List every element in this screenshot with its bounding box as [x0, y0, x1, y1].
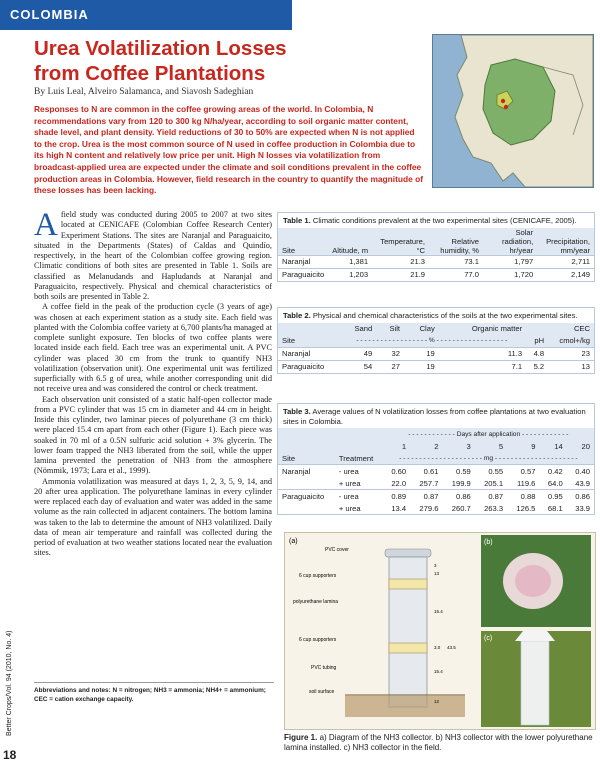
label-pvc-tubing: PVC tubing — [311, 665, 337, 671]
colombia-map-graphic — [433, 35, 593, 187]
table-3-caption: Table 3. Average values of N volatilization losses from coffee plantations at two evaluation sites in Colombia. — [283, 407, 586, 426]
table-3-grid: - - - - - - - - - - - - Days after application - - - - - - - - - - - - 1 2 3 5 9 14 20 Site Treatment - - - - - - - - - - - - - - - - - - - - - mg - - - - - - - - - - - - - - - - - - - - - Naranjal - urea 0.60 0.61 0.59 0.55 0.57 0.42 0.40 + urea 22.0 257.7 199.9 205.1 119.6 64.0 43.9 Paraguaicito - urea 0.89 0.87 0.86 0.87 0.88 0.95 0.86 + urea 13.4 279.6 260.7 263.3 126.5 68.1 33.9 — [278, 428, 594, 514]
table-header: Site — [278, 335, 338, 348]
units-row: - - - - - - - - - - - - - - - - - - % - - - - - - - - - - - - - - - - - - — [338, 335, 527, 348]
abstract: Responses to N are common in the coffee growing areas of the world. In Colombia, N recommendations vary from 120 to 300 kg N/ha/year, according to soil organic matter content, shade level, and plant density. Yield reductions of 30 to 50% are expected when N is not applied to the crop. Urea is the most common source of N used in coffee production in Colombia due to its high N content and relatively low price per unit. High N losses via volatilization from broadcast-applied urea are expected under the climate and soil conditions prevalent in the coffee production areas in Colombia. However, field research in the country to quantify the magnitude of these losses has been lacking. — [34, 104, 424, 196]
days-header: - - - - - - - - - - - - Days after application - - - - - - - - - - - - — [408, 430, 569, 438]
paragraph-1: Afield study was conducted during 2005 to 2007 at two sites located at CENICAFE (Colombian Coffee Research Center) Experiment Stations. The sites are Naranjal and Paraguaicito, situated in the Departments (States) of Caldas and Quindío, respectively, in the heart of the Colombian coffee growing region. Climatic conditions of both sites are presented in Table 1. Soils are classified as Melanudands and Hapludands at Naranjal and Paraguaicito, respectively. Physical and chemical characteristics of both soils are presented in Table 2. — [34, 207, 272, 301]
table-header: Clay — [419, 324, 435, 333]
figure-1 — [284, 532, 596, 730]
table-header: pH — [526, 335, 548, 348]
paragraph-4: Ammonia volatilization was measured at days 1, 2, 3, 5, 9, 14, and 20 after urea application. The polyurethane laminas in every cylinder were replaced each day of evaluation and water was added in the same volume as the rain collected in adjacent containers. The bottom lamina was taken to the lab to determine the amount of NH3 volatilized. Daily data of mean air temperature and rainfall was collected during the period of evaluation at two weather stations located near the evaluation sites. — [34, 476, 272, 558]
label-pvc-cover: PVC cover — [325, 547, 349, 553]
table-row: Naranjal 49 32 19 11.3 4.8 23 — [278, 347, 594, 360]
abbreviations-note: Abbreviations and notes: N = nitrogen; NH3 = ammonia; NH4+ = ammonium; CEC = cation exchange capacity. — [34, 682, 274, 704]
paragraph-3: Each observation unit consisted of a static half-open collector made from a PVC cylinder that was 15 cm in diameter and 44 cm in height. Inside this cylinder, two laminar pieces of polyurethane (3 cm thick) were placed 15.4 cm apart from each other (Figure 1). Each piece was soaked in 70 ml of a 0.5N sulfuric acid solution + 3% glycerin. The lower foam trapped the NH3 liberated from the soil, while the upper lamina prevented the penetration of NH3 from the atmosphere (Nömmik, 1973; Lara et al., 1999). — [34, 394, 272, 476]
title-line-2: from Coffee Plantations — [34, 62, 266, 85]
svg-text:15.4: 15.4 — [434, 609, 443, 614]
table-header: Silt — [389, 324, 400, 333]
table-header: Temperature, °C — [372, 228, 429, 256]
label-lamina: polyurethane lamina — [293, 599, 339, 605]
svg-text:15.4: 15.4 — [434, 669, 443, 674]
page-number: 18 — [3, 748, 17, 762]
table-header: Site — [278, 228, 328, 256]
label-cup-supporters-bottom: 6 cup supporters — [299, 637, 337, 643]
table-header: Precipitation, mm/year — [537, 228, 594, 256]
body-text — [34, 207, 272, 559]
article-title — [34, 36, 364, 86]
table-header: CEC — [573, 324, 590, 333]
table-row: Naranjal - urea 0.60 0.61 0.59 0.55 0.57 0.42 0.40 — [282, 466, 590, 476]
svg-text:43.5: 43.5 — [447, 645, 456, 650]
authors: By Luis Leal, Alveiro Salamanca, and Siavosh Sadeghian — [34, 87, 254, 97]
panel-b-label: (b) — [484, 539, 493, 546]
table-row: Paraguaicito 1,203 21.9 77.0 1,720 2,149 — [282, 270, 590, 279]
paragraph-2: A coffee field in the peak of the production cycle (3 years of age) was chosen at each experiment station as a study site. Each field was planted with the Colombia coffee variety at 6,700 plants/ha managed at complete sunlight exposure. Ten blocks of two coffee plants were located inside each field. Each tree was an experimental unit. A PVC cylinder was placed 30 cm from the trunk to quantify NH3 volatilization (observation unit). One experimental unit was fertilized superficially with 6.5 g of urea, while another corresponding unit did not receive urea and was considered the control or check treatment. — [34, 302, 272, 394]
location-map — [432, 34, 594, 188]
units-row: - - - - - - - - - - - - - - - - - - - - - mg - - - - - - - - - - - - - - - - - - - - - — [383, 452, 594, 465]
section-label: COLOMBIA — [10, 7, 89, 22]
table-row: + urea 22.0 257.7 199.9 205.1 119.6 64.0 43.9 — [278, 477, 594, 490]
table-2 — [277, 307, 595, 374]
svg-text:13: 13 — [434, 571, 440, 576]
table-header: Relative humidity, % — [429, 228, 483, 256]
table-header: Organic matter — [471, 324, 523, 333]
table-header: Site — [278, 452, 335, 465]
svg-text:3.0: 3.0 — [434, 645, 441, 650]
drop-cap: A — [34, 207, 58, 243]
label-soil-surface: soil surface — [309, 689, 335, 695]
svg-text:12: 12 — [434, 699, 440, 704]
label-cup-supporters-top: 6 cup supporters — [299, 573, 337, 579]
table-header: Treatment — [335, 452, 383, 465]
panel-c-label: (c) — [484, 635, 493, 642]
table-1-caption: Table 1. Climatic conditions prevalent at the two experimental sites (CENICAFE, 2005). — [283, 216, 577, 225]
collector-diagram — [285, 533, 595, 729]
table-1 — [277, 212, 595, 282]
table-header: Solar radiation, hr/year — [483, 228, 537, 256]
table-row: Paraguaicito 54 27 19 7.1 5.2 13 — [282, 362, 590, 371]
table-3 — [277, 403, 595, 515]
table-header: Sand — [354, 324, 373, 333]
journal-citation: Better Crops/Vol. 94 (2010, No. 4) — [6, 630, 13, 736]
table-header: Altitude, m — [328, 228, 372, 256]
svg-text:3: 3 — [434, 563, 437, 568]
units-cec: cmol+/kg — [548, 335, 594, 348]
panel-a-label: (a) — [289, 538, 298, 545]
title-line-1: Urea Volatilization Losses — [34, 37, 287, 60]
figure-1-caption: Figure 1. a) Diagram of the NH3 collector. b) NH3 collector with the lower polyurethane lamina installed. c) NH3 collector in the field. — [284, 733, 593, 752]
table-row: Naranjal 1,381 21.3 73.1 1,797 2,711 — [278, 255, 594, 268]
table-row: + urea 13.4 279.6 260.7 263.3 126.5 68.1 33.9 — [338, 503, 590, 513]
table-2-caption: Table 2. Physical and chemical characteristics of the soils at the two experimental sites. — [283, 311, 578, 320]
table-2-grid — [278, 323, 594, 373]
section-banner — [0, 0, 292, 30]
table-1-grid — [278, 228, 594, 281]
table-row: Paraguaicito - urea 0.89 0.87 0.86 0.87 0.88 0.95 0.86 — [282, 491, 590, 501]
